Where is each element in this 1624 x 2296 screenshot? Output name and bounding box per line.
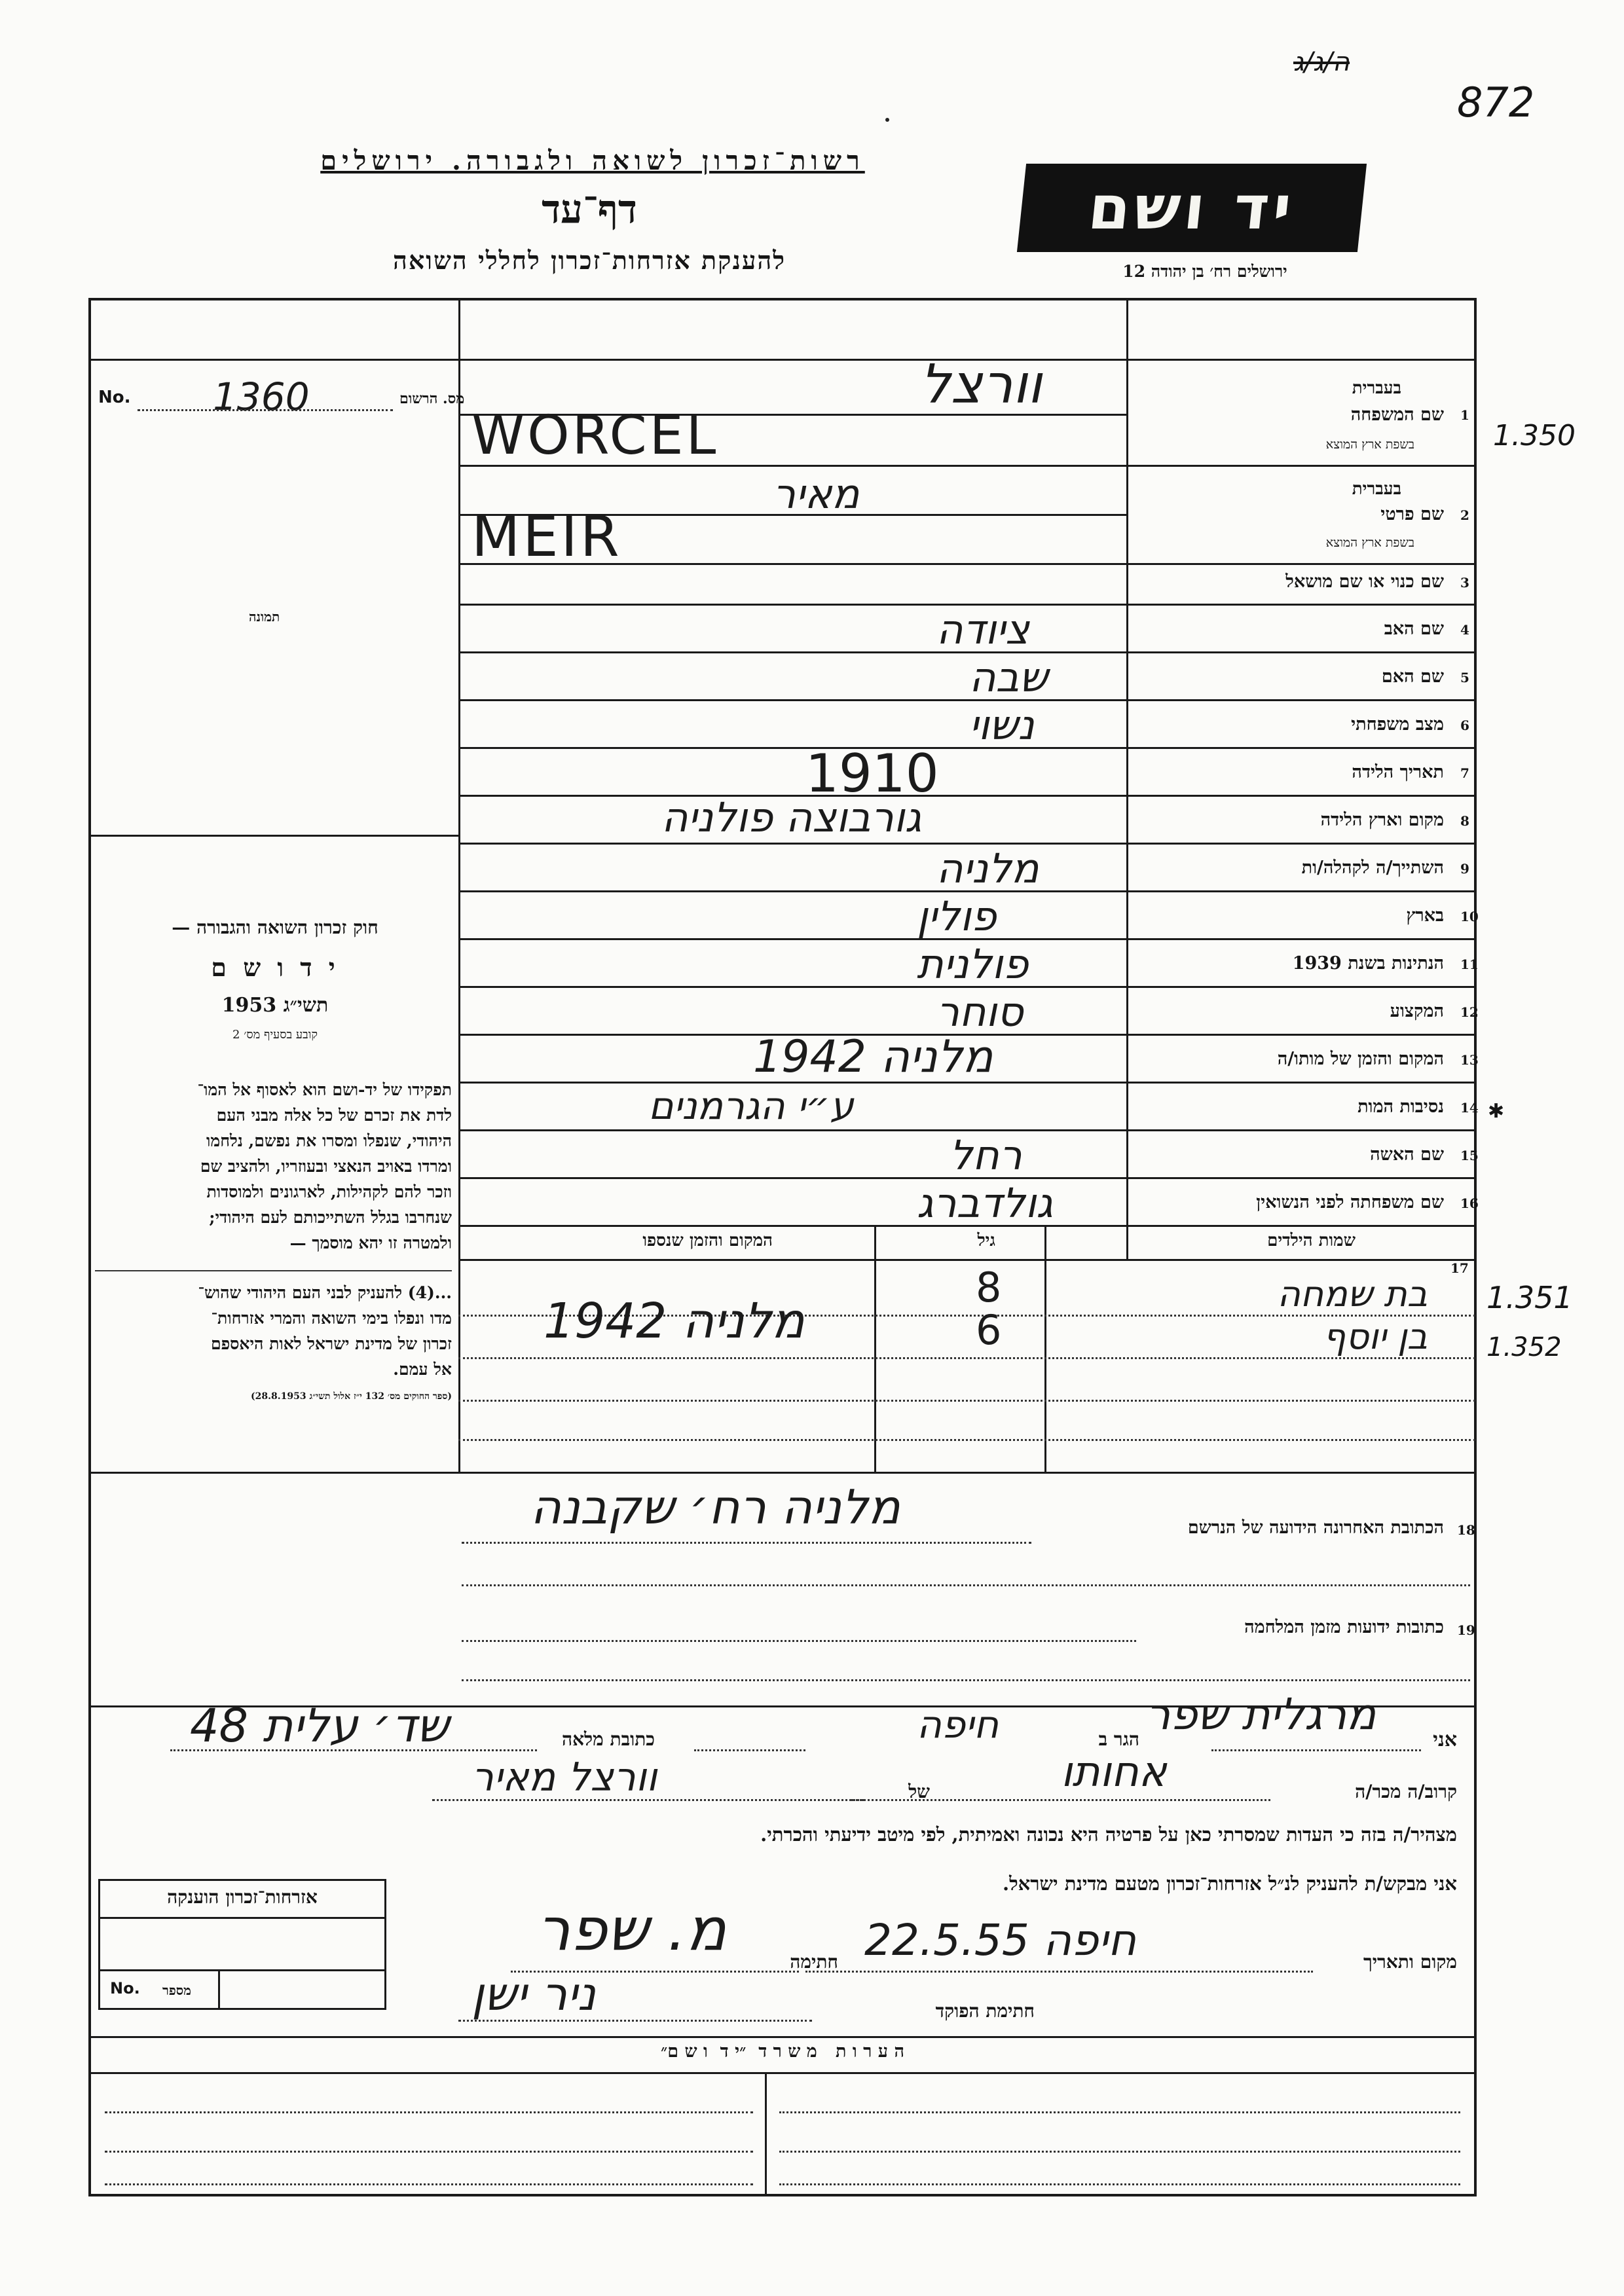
field-value: גולדברג (917, 1179, 1053, 1227)
field-number: 2 (1460, 507, 1469, 523)
field-label: הנתינות בשנת 1939 (1292, 953, 1444, 974)
field-number: 1 (1460, 407, 1469, 423)
child-age: 6 (976, 1306, 1002, 1354)
field-number: 3 (1460, 575, 1469, 591)
field-label: תאריך הלידה (1352, 762, 1444, 782)
field-sub-hebrew: בעברית (1352, 378, 1401, 398)
law-line: אל עמם. (393, 1360, 452, 1379)
law-year: תשי״ג 1953 (221, 994, 329, 1017)
decl-ani: אני (1433, 1728, 1457, 1751)
law-text (92, 1077, 452, 1256)
law-line: תפקידו של יד-ושם הוא לאסוף אל המו־ (197, 1080, 452, 1099)
law-line: זכרון של מדינת ישראל לאות היאספם (210, 1334, 452, 1353)
field-sub-hebrew: בעברית (1352, 479, 1401, 499)
decl-place-date: חיפה 22.5.55 (864, 1915, 1137, 1965)
grant-box-title: אזרחות־זכרון הוענקה (167, 1886, 318, 1908)
field-label: שם האם (1381, 666, 1444, 687)
field-number: 13 (1460, 1052, 1479, 1068)
decl-relation: אחותו (1061, 1748, 1167, 1796)
field-number: 15 (1460, 1148, 1479, 1163)
field-value: נשוי (969, 701, 1035, 749)
surname-foreign-value: WORCEL (471, 405, 719, 467)
field-18-value: מלניה רח׳ שקבנה (530, 1480, 900, 1535)
law-text-2 (92, 1280, 452, 1382)
decl-request: אני מבקש/ת להעניק לנ״ל אזרחות־זכרון מטעם מדינת ישראל. (1003, 1872, 1457, 1895)
decl-signature-label: חתימה (790, 1951, 838, 1973)
decl-resident: הגר ב (1098, 1728, 1139, 1750)
law-line: ...(4) להעניק לבני העם היהודי שהוש־ (198, 1283, 452, 1302)
children-col-place: המקום והזמן שנספו (642, 1231, 773, 1250)
label-column-divider (1126, 300, 1128, 1259)
field-label: המקום והזמן של מותו/ה (1277, 1049, 1444, 1069)
declarant-city: חיפה (917, 1702, 999, 1747)
child-name: בת שמחה (1277, 1273, 1428, 1315)
field-value: ציודה (936, 606, 1029, 653)
field-label: שם האשה (1370, 1144, 1444, 1165)
notes-title: ה ע ר ו ת מ ש ר ד ״י ד ו ש ם״ (660, 2041, 905, 2062)
form-title: דף־עד (542, 187, 637, 232)
field-sub-foreign: בשפת ארץ המוצא (1325, 536, 1414, 550)
field-value: פולין (917, 892, 997, 940)
decl-officer-label: חתימת הפוקד (935, 2000, 1035, 2022)
yad-vashem-logo (1017, 164, 1367, 252)
law-line: ולמטרה זו יהא מוסמך — (289, 1233, 452, 1252)
field-number: 5 (1460, 670, 1469, 685)
field-value: רחל (950, 1131, 1022, 1179)
grant-box (98, 1879, 386, 2010)
field-label: השתייך/ה לקהלה/ות (1301, 858, 1444, 878)
field-label: מצב משפחתי (1351, 714, 1444, 735)
field-value: שבה (969, 653, 1048, 701)
field-value: גורבוצה פולניה (661, 793, 922, 841)
declarant-address: שד׳ עלית 48 (190, 1699, 449, 1753)
law-line: היהודי, שנפלו ומסרו את נפשם, נלחמו (206, 1131, 452, 1150)
children-col-age: גיל (977, 1231, 995, 1250)
law-title: חוק זכרון השואה והגבורה — (172, 917, 378, 938)
field-sub-foreign: בשפת ארץ המוצא (1325, 437, 1414, 452)
archive-number: 872 (1457, 79, 1535, 126)
first-name-hebrew-value: מאיר (773, 470, 860, 518)
field-number: 17 (1450, 1260, 1469, 1276)
children-col-names: שמות הילדים (1267, 1231, 1356, 1250)
struck-number: ה/ג/ג (1293, 47, 1350, 77)
field-number: 6 (1460, 718, 1469, 733)
field-label: שם המשפחה (1350, 405, 1444, 425)
field-value: פולנית (917, 940, 1029, 988)
decl-of-label: של (908, 1781, 930, 1802)
form-subtitle: להענקת אזרחות־זכרון לחללי השואה (392, 246, 786, 275)
field-number: 4 (1460, 622, 1469, 638)
field-number: 8 (1460, 813, 1469, 829)
photo-column-divider (458, 300, 460, 1472)
address-line: ירושלים רח׳ בן יהודה 12 (1122, 262, 1287, 281)
decl-of-whom: וורצל מאיר (471, 1755, 657, 1800)
field-number: 14 (1460, 1100, 1479, 1116)
field-value: 1910 (805, 743, 939, 804)
field-number: 11 (1460, 957, 1479, 972)
field-label: שם פרטי (1380, 504, 1444, 524)
field-number: 16 (1460, 1195, 1479, 1211)
institution-name: רשות־זכרון לשואה ולגבורה. ירושלים (320, 145, 865, 176)
decl-officer-signature: ניר ישן (471, 1967, 596, 2021)
surname-hebrew-value: וורצל (920, 354, 1043, 416)
law-source: (ספר החוקים מס׳ 132 י״ז אלול תשי״ג 28.8.1953) (251, 1391, 452, 1402)
law-line: מדו ונפלו בימי השואה והמרי אזרחות־ (211, 1309, 452, 1328)
field-19-label: כתובות ידועות מזמן המלחמה (1244, 1617, 1444, 1637)
field-number: 19 (1457, 1622, 1475, 1638)
field-label: שם משפחתה לפני הנשואין (1256, 1192, 1444, 1212)
field-label: נסיבות המות (1357, 1097, 1444, 1117)
field-label: שם האב (1384, 619, 1444, 639)
first-name-foreign-value: MEIR (471, 504, 622, 570)
photo-bottom-rule (90, 835, 458, 837)
child-place: מלניה 1942 (544, 1293, 805, 1349)
ink-mark: ✱ (1488, 1100, 1505, 1123)
grant-no-label: No. (110, 1979, 140, 1997)
law-name: י ד ו ש ם (211, 953, 339, 982)
law-line: לדת את זכרם של כל אלה מבני העם (216, 1106, 452, 1125)
child-name: בן יוסף (1323, 1316, 1428, 1357)
field-label: מקום וארץ הלידה (1320, 810, 1444, 830)
margin-number: 1.352 (1486, 1332, 1562, 1362)
dot-mark (885, 118, 889, 122)
field-number: 9 (1460, 861, 1469, 877)
field-label: המקצוע (1390, 1001, 1444, 1021)
law-line: ומרדו באויב הנאצי ובעוזריו, ולהציב שם (200, 1157, 452, 1176)
field-value: מלניה 1942 (753, 1031, 993, 1083)
registration-heb-label: מס. הרשום (399, 390, 465, 407)
grant-mispar-label: מספר (162, 1982, 191, 1998)
field-value: מלניה (936, 845, 1039, 892)
law-line: שנחרבו בגלל השתייכותם לעם היהודי; (209, 1208, 452, 1227)
margin-number: 1.350 (1493, 419, 1576, 452)
registration-no-label: No. (98, 388, 131, 407)
field-label: שם כנוי או שם מושאל (1285, 572, 1444, 592)
child-age: 8 (976, 1264, 1002, 1311)
decl-signature: מ. שפר (537, 1895, 727, 1964)
registration-number: 1360 (213, 374, 310, 419)
law-line: וזכר להם לקהילות, לארגונים ולמוסדות (206, 1182, 452, 1201)
field-number: 12 (1460, 1004, 1479, 1020)
decl-address-label: כתובת מלאה (561, 1728, 655, 1750)
margin-number: 1.351 (1486, 1280, 1573, 1315)
photo-label: תמונה (249, 609, 280, 625)
field-value: סוחר (936, 988, 1024, 1036)
decl-relative-label: קרוב/ה מכר/ה (1355, 1781, 1457, 1802)
field-18-label: הכתובת האחרונה הידועה של הנרשם (1187, 1518, 1444, 1538)
decl-statement: מצהיר/ה בזה כי העדות שמסרתי כאן על פרטיה היא נכונה ואמיתית, לפי מיטב ידיעתי והכרתי. (760, 1823, 1457, 1846)
field-number: 18 (1457, 1522, 1475, 1538)
law-clause: קובע בסעיף מס׳ 2 (232, 1028, 318, 1042)
field-label: בארץ (1406, 905, 1444, 926)
logo-text: יד ושם (1085, 173, 1299, 243)
field-number: 7 (1460, 765, 1469, 781)
field-value: ע״י הגרמנים (648, 1084, 854, 1128)
declarant-name: מרגלית שפר (1146, 1689, 1376, 1740)
decl-place-date-label: מקום ותאריך (1363, 1951, 1457, 1973)
field-number: 10 (1460, 909, 1479, 924)
registration-no (98, 374, 465, 419)
